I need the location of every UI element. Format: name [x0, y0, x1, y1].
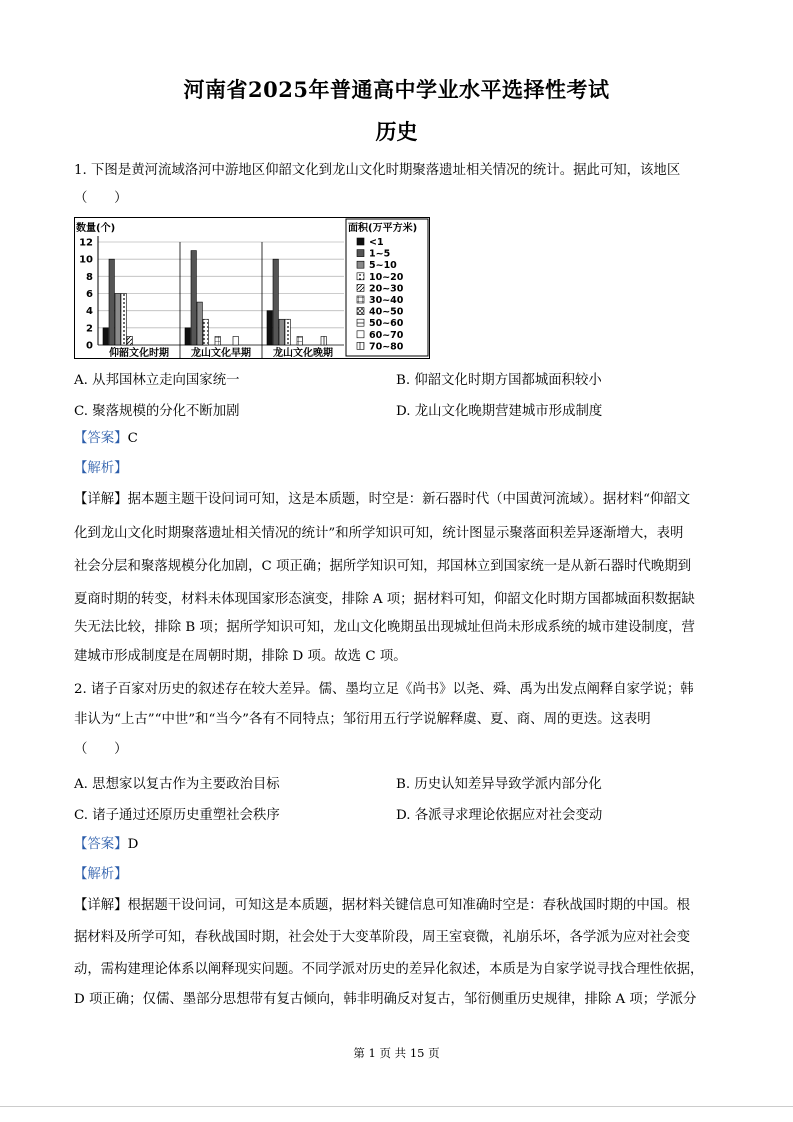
bar: [321, 336, 326, 345]
legend-swatch: [357, 319, 364, 326]
legend-label: 10~20: [369, 271, 404, 283]
legend-label: 30~40: [369, 295, 404, 306]
q2-stem-line-2: 非认为“上古”“中世”和“当今”各有不同特点；邹衍用五行学说解释虞、夏、商、周的更迭。这表明: [74, 712, 651, 727]
subject-title: 历史: [375, 119, 418, 144]
q1-answer: [74, 430, 138, 448]
legend-label: 50~60: [369, 318, 404, 330]
bottom-divider: [0, 1106, 793, 1107]
q1-detail-line-4: 夏商时期的转变，材料未体现国家形态演变，排除 A 项；据材料可知，仰韶文化时期方国都城面积数据缺: [74, 592, 695, 607]
q1-analysis-tag: 【解析】: [74, 461, 128, 476]
legend-swatch: [357, 331, 364, 338]
page-number: 第 1 页 共 15 页: [353, 1046, 440, 1060]
q2-option-b: B. 历史认知差异导致学派内部分化: [396, 777, 602, 792]
y-tick-label: 0: [86, 340, 93, 352]
q2-stem-line-3: （ ）: [74, 742, 128, 757]
q1-answer-tag: 【答案】: [74, 431, 128, 446]
y-tick-label: 2: [86, 323, 93, 335]
bar: [185, 328, 190, 345]
q2-detail-tag: 【详解】: [74, 898, 128, 913]
x-category-label: 龙山文化晚期: [273, 348, 333, 359]
x-category-label: 仰韶文化时期: [109, 348, 169, 359]
q2-detail-line-3: 动，需构建理论体系以阐释现实问题。不同学派对历史的差异化叙述，本质是为自家学说寻找合理性依据，: [74, 962, 704, 977]
q2-analysis-tag: 【解析】: [74, 867, 128, 882]
q1-option-c: C. 聚落规模的分化不断加剧: [74, 404, 240, 419]
legend-swatch: [357, 284, 364, 291]
bar: [191, 251, 196, 345]
bar: [279, 319, 284, 345]
bar: [103, 328, 108, 345]
bar: [297, 336, 302, 345]
legend-label: 40~50: [369, 306, 404, 318]
legend-label: 1~5: [369, 248, 391, 260]
q1-detail-line-3: 社会分层和聚落规模分化加剧，C 项正确；据所学知识可知，邦国林立到国家统一是从新石器时代晚期到: [74, 559, 692, 574]
q2-stem-line-1: 2. 诸子百家对历史的叙述存在较大差异。儒、墨均立足《尚书》以尧、舜、禹为出发点阐释自家学说；韩: [74, 682, 694, 697]
q1-detail-line-2: 化到龙山文化时期聚落遗址相关情况的统计”和所学知识可知，统计图显示聚落面积差异逐渐增大，表明: [74, 526, 684, 541]
q1-option-d: D. 龙山文化晚期营建城市形成制度: [396, 404, 603, 419]
y-tick-label: 10: [79, 254, 93, 266]
bar: [109, 259, 114, 345]
q1-option-a: A. 从邦国林立走向国家统一: [74, 373, 240, 388]
q2-detail-line-4: D 项正确；仅儒、墨部分思想带有复古倾向，韩非明确反对复古，邹衍侧重历史规律，排除 A 项；学派分: [74, 992, 697, 1007]
legend-label: 20~30: [369, 283, 404, 295]
q1-option-b: B. 仰韶文化时期方国都城面积较小: [396, 373, 602, 388]
y-tick-label: 4: [86, 306, 93, 318]
q2-answer: [74, 836, 138, 854]
bar: [121, 294, 126, 346]
q1-answer-value: C: [127, 431, 138, 446]
legend-swatch: [357, 261, 364, 268]
q1-detail-line-6: 建城市形成制度是在周朝时期，排除 D 项。故选 C 项。: [74, 649, 407, 664]
legend-swatch: [357, 308, 364, 315]
legend-swatch: [357, 273, 364, 280]
q2-detail-line-2: 据材料及所学可知，春秋战国时期，社会处于大变革阶段，周王室衰微，礼崩乐坏，各学派为应对社会变: [74, 930, 690, 945]
legend-swatch: [357, 250, 364, 257]
bar: [215, 336, 220, 345]
legend-swatch: [357, 342, 364, 349]
legend-label: 5~10: [369, 260, 397, 272]
q1-stem-line-1: 1. 下图是黄河流域洛河中游地区仰韶文化到龙山文化时期聚落遗址相关情况的统计。据此可知，该地区: [74, 163, 681, 178]
exam-title: 河南省2025年普通高中学业水平选择性考试: [183, 77, 610, 102]
y-tick-label: 8: [86, 271, 93, 283]
bar: [115, 294, 120, 346]
y-tick-label: 6: [86, 289, 93, 300]
bar: [285, 319, 290, 345]
bar: [233, 336, 238, 345]
chart-ylabel: 数量(个): [76, 223, 116, 234]
q2-answer-tag: 【答案】: [74, 837, 128, 852]
bar: [127, 336, 132, 345]
bar: [273, 259, 278, 345]
q2-option-c: C. 诸子通过还原历史重塑社会秩序: [74, 808, 280, 823]
q1-detail-line-5: 失无法比较，排除 B 项；据所学知识可知，龙山文化晚期虽出现城址但尚未形成系统的城市建设制度，营: [74, 620, 695, 635]
q2-option-a: A. 思想家以复古作为主要政治目标: [74, 777, 280, 792]
q1-detail-line-1: 【详解】据本题主题干设问词可知，这是本质题，时空是：新石器时代（中国黄河流域）。据材料“仰韶文: [74, 492, 691, 507]
q2-option-d: D. 各派寻求理论依据应对社会变动: [396, 808, 603, 823]
settlement-chart: [74, 217, 430, 359]
legend-label: <1: [369, 237, 384, 248]
legend-label: 60~70: [369, 329, 404, 341]
legend-title: 面积(万平方米): [348, 223, 418, 234]
bar: [267, 311, 272, 345]
bar: [203, 319, 208, 345]
q1-detail-tag: 【详解】: [74, 492, 128, 507]
legend-label: 70~80: [369, 341, 404, 353]
bar: [197, 302, 202, 345]
y-tick-label: 12: [79, 237, 93, 249]
q2-detail-line-1: 【详解】根据题干设问词，可知这是本质题，据材料关键信息可知准确时空是：春秋战国时期的中国。根: [74, 898, 690, 913]
chart-legend: [346, 219, 428, 356]
legend-swatch: [357, 296, 364, 303]
q1-stem-line-2: （ ）: [74, 191, 128, 206]
x-category-label: 龙山文化早期: [191, 348, 251, 359]
legend-swatch: [357, 238, 364, 245]
q2-answer-value: D: [127, 837, 139, 852]
